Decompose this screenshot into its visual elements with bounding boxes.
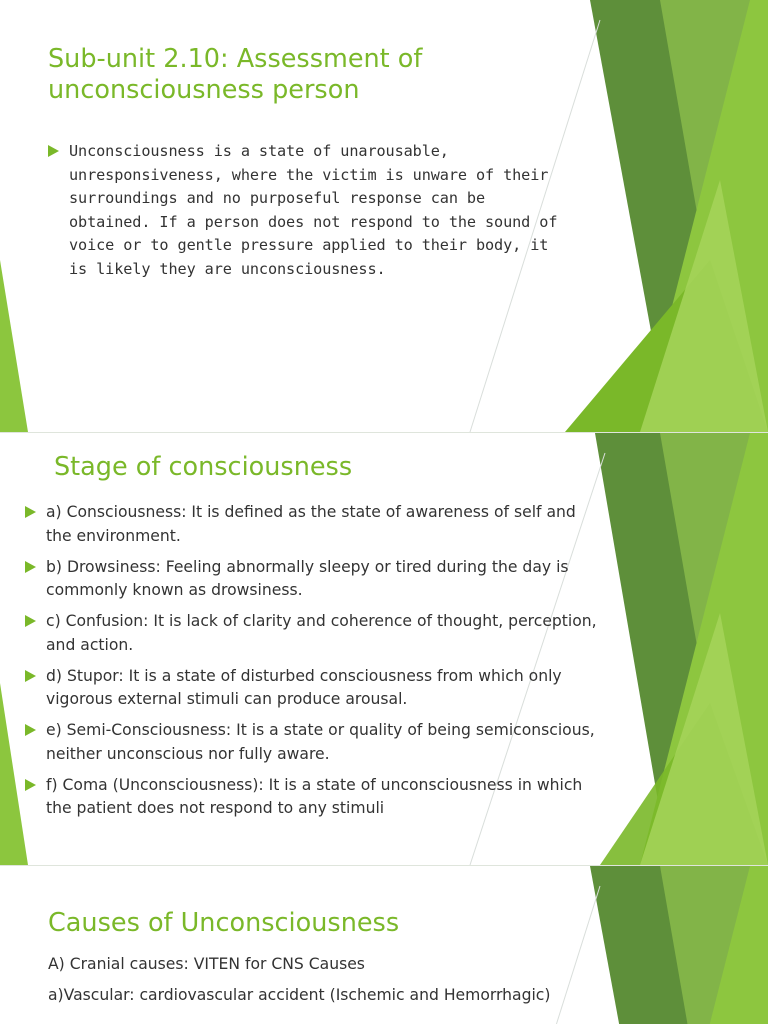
slide-1 [0,0,768,432]
bullet-arrow-icon [48,145,59,157]
bullet-text: f) Coma (Unconsciousness): It is a state of unconsciousness in which the patient does not respond to any stimuli [46,775,583,817]
bullet-item [46,501,598,548]
slide-1-bullets [69,140,569,281]
cause-line: a)Vascular: cardiovascular accident (Ischemic and Hemorrhagic) [48,986,551,1004]
slide-3-title: Causes of Unconsciousness [48,908,400,938]
slide-2-title: Stage of consciousness [54,452,353,482]
deco-left-triangle [0,260,28,432]
slide-3 [0,866,768,1024]
bullet-arrow-icon [25,615,36,627]
slide-1-title: Sub-unit 2.10: Assessment of unconsciousness person [48,44,423,106]
bullet-arrow-icon [25,561,36,573]
slide-2-bullets [46,501,598,828]
bullet-text: Unconsciousness is a state of unarousable, unresponsiveness, where the victim is unware of their surroundings and no purposeful response can be obtained. If a person does not respond to the sound of voice or to gentle pressure applied to their body, it is likely they are unconsciousness. [69,142,558,278]
bullet-text: e) Semi-Consciousness: It is a state or quality of being semiconscious, neither unconscious nor fully aware. [46,721,595,763]
cause-line: A) Cranial causes: VITEN for CNS Causes [48,955,365,973]
bullet-arrow-icon [25,670,36,682]
bullet-text: d) Stupor: It is a state of disturbed consciousness from which only vigorous external stimuli can produce arousal. [46,666,562,708]
bullet-text: a) Consciousness: It is defined as the state of awareness of self and the environment. [46,503,576,545]
bullet-item [46,556,598,603]
bullet-item [46,719,598,766]
bullet-arrow-icon [25,779,36,791]
bullet-item [69,140,569,281]
bullet-item [46,610,598,657]
bullet-text: c) Confusion: It is lack of clarity and coherence of thought, perception, and action. [46,612,597,654]
bullet-arrow-icon [25,506,36,518]
slide-2 [0,433,768,865]
bullet-item [46,665,598,712]
bullet-item [46,774,598,821]
bullet-text: b) Drowsiness: Feeling abnormally sleepy or tired during the day is commonly known as drowsiness. [46,557,569,599]
bullet-arrow-icon [25,724,36,736]
deco-left-triangle [0,683,28,865]
